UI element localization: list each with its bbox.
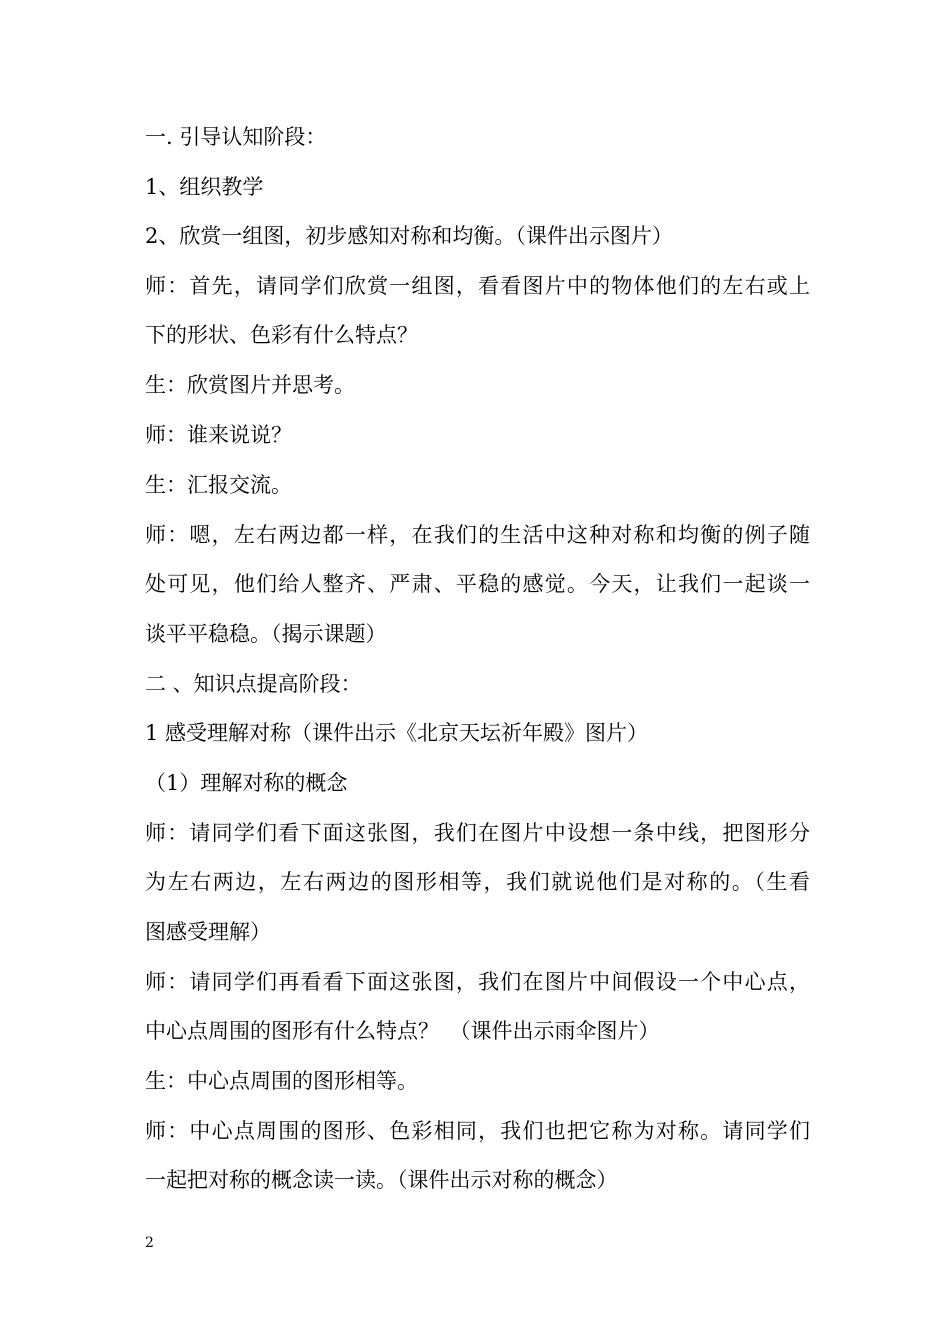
text-line: 谈平平稳稳。（揭示课题） (145, 622, 387, 646)
text-line: 1 感受理解对称（课件出示《北京天坛祈年殿》图片） (145, 721, 649, 745)
text-line: 师：请同学们再看看下面这张图，我们在图片中间假设一个中心点， (145, 970, 810, 994)
text-line: 1、组织教学 (145, 175, 264, 199)
text-line: 生：欣赏图片并思考。 (145, 373, 355, 397)
text-line: 2、欣赏一组图，初步感知对称和均衡。（课件出示图片） (145, 224, 673, 248)
section-heading-2: 二 、知识点提高阶段： (145, 672, 362, 696)
text-line: 师：中心点周围的图形、色彩相同，我们也把它称为对称。请同学们 (145, 1119, 810, 1143)
text-line: 一起把对称的概念读一读。（课件出示对称的概念） (145, 1168, 618, 1192)
text-line: 师：嗯，左右两边都一样，在我们的生活中这种对称和均衡的例子随 (145, 523, 810, 547)
text-line: 为左右两边，左右两边的图形相等，我们就说他们是对称的。（生看 (145, 870, 810, 894)
page-number: 2 (145, 1235, 154, 1251)
text-line: 下的形状、色彩有什么特点？ (145, 323, 418, 347)
text-line: 生：汇报交流。 (145, 473, 292, 497)
section-heading-1: 一. 引导认知阶段： (145, 125, 327, 149)
text-line: 师：请同学们看下面这张图，我们在图片中设想一条中线，把图形分 (145, 821, 810, 845)
text-line: 生：中心点周围的图形相等。 (145, 1069, 418, 1093)
text-line: （1）理解对称的概念 (145, 771, 348, 795)
text-line: 师：首先，请同学们欣赏一组图，看看图片中的物体他们的左右或上 (145, 274, 810, 298)
text-line: 中心点周围的图形有什么特点？ （课件出示雨伞图片） (145, 1019, 660, 1043)
text-line: 师：谁来说说？ (145, 423, 292, 447)
text-line: 处可见，他们给人整齐、严肃、平稳的感觉。今天，让我们一起谈一 (145, 572, 810, 596)
text-line: 图感受理解） (145, 920, 271, 944)
